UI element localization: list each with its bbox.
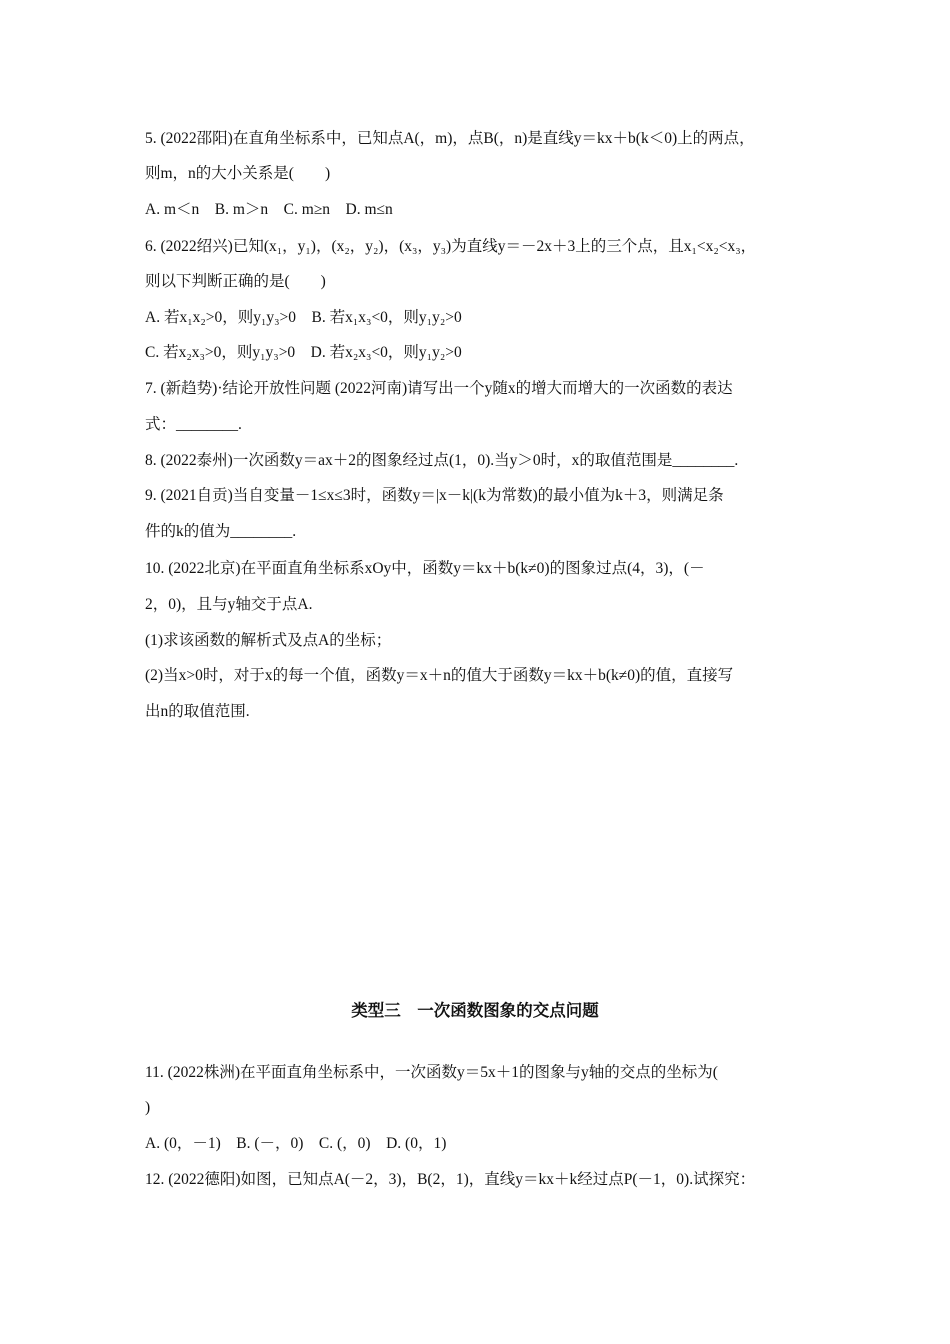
question-6-line-1: 6. (2022绍兴)已知(x₁，y₁)，(x₂，y₂)，(x₃，y₃)为直线y＝－2x＋3上的三个点，且x₁<x₂<x₃， (145, 238, 757, 255)
question-10-part-2-line-2: 出n的取值范围. (145, 703, 250, 720)
question-5-line-1: 5. (2022邵阳)在直角坐标系中，已知点A(，m)，点B(，n)是直线y＝kx＋b(k＜0)上的两点， (145, 130, 755, 147)
section-title: 类型三 一次函数图象的交点问题 (351, 1001, 599, 1020)
question-10-part-1: (1)求该函数的解析式及点A的坐标； (145, 632, 392, 649)
question-11-line-2: ) (145, 1099, 151, 1116)
question-11-line-1: 11. (2022株洲)在平面直角坐标系中，一次函数y＝5x＋1的图象与y轴的交点的坐标为( (145, 1064, 718, 1081)
question-9-line-2: 件的k的值为________. (145, 523, 297, 540)
question-10-line-1: 10. (2022北京)在平面直角坐标系xOy中，函数y＝kx＋b(k≠0)的图象过点(4，3)，(－ (145, 560, 705, 577)
question-10-part-2-line-1: (2)当x>0时，对于x的每一个值，函数y＝x＋n的值大于函数y＝kx＋b(k≠0)的值，直接写 (145, 667, 734, 684)
question-6-line-2: 则以下判断正确的是( ) (145, 273, 326, 290)
question-5-options: A. m＜n B. m＞n C. m≥n D. m≤n (145, 201, 393, 218)
question-6-options-ab: A. 若x₁x₂>0，则y₁y₃>0 B. 若x₁x₃<0，则y₁y₂>0 (145, 309, 462, 326)
question-5-line-2: 则m，n的大小关系是( ) (145, 165, 331, 182)
question-9-line-1: 9. (2021自贡)当自变量－1≤x≤3时，函数y＝|x－k|(k为常数)的最小值为k＋3，则满足条 (145, 487, 724, 504)
question-8-line: 8. (2022泰州)一次函数y＝ax＋2的图象经过点(1，0).当y＞0时，x的取值范围是________. (145, 452, 739, 469)
question-10-line-2: 2，0)，且与y轴交于点A. (145, 596, 313, 613)
question-7-line-1: 7. (新趋势)·结论开放性问题 (2022河南)请写出一个y随x的增大而增大的一次函数的表达 (145, 380, 733, 397)
question-11-options: A. (0，－1) B. (－，0) C. (，0) D. (0，1) (145, 1135, 447, 1152)
question-12-line-1: 12. (2022德阳)如图，已知点A(－2，3)，B(2，1)，直线y＝kx＋k经过点P(－1，0).试探究： (145, 1171, 756, 1188)
question-6-options-cd: C. 若x₂x₃>0，则y₁y₃>0 D. 若x₂x₃<0，则y₁y₂>0 (145, 344, 462, 361)
question-7-line-2: 式：________. (145, 416, 242, 433)
